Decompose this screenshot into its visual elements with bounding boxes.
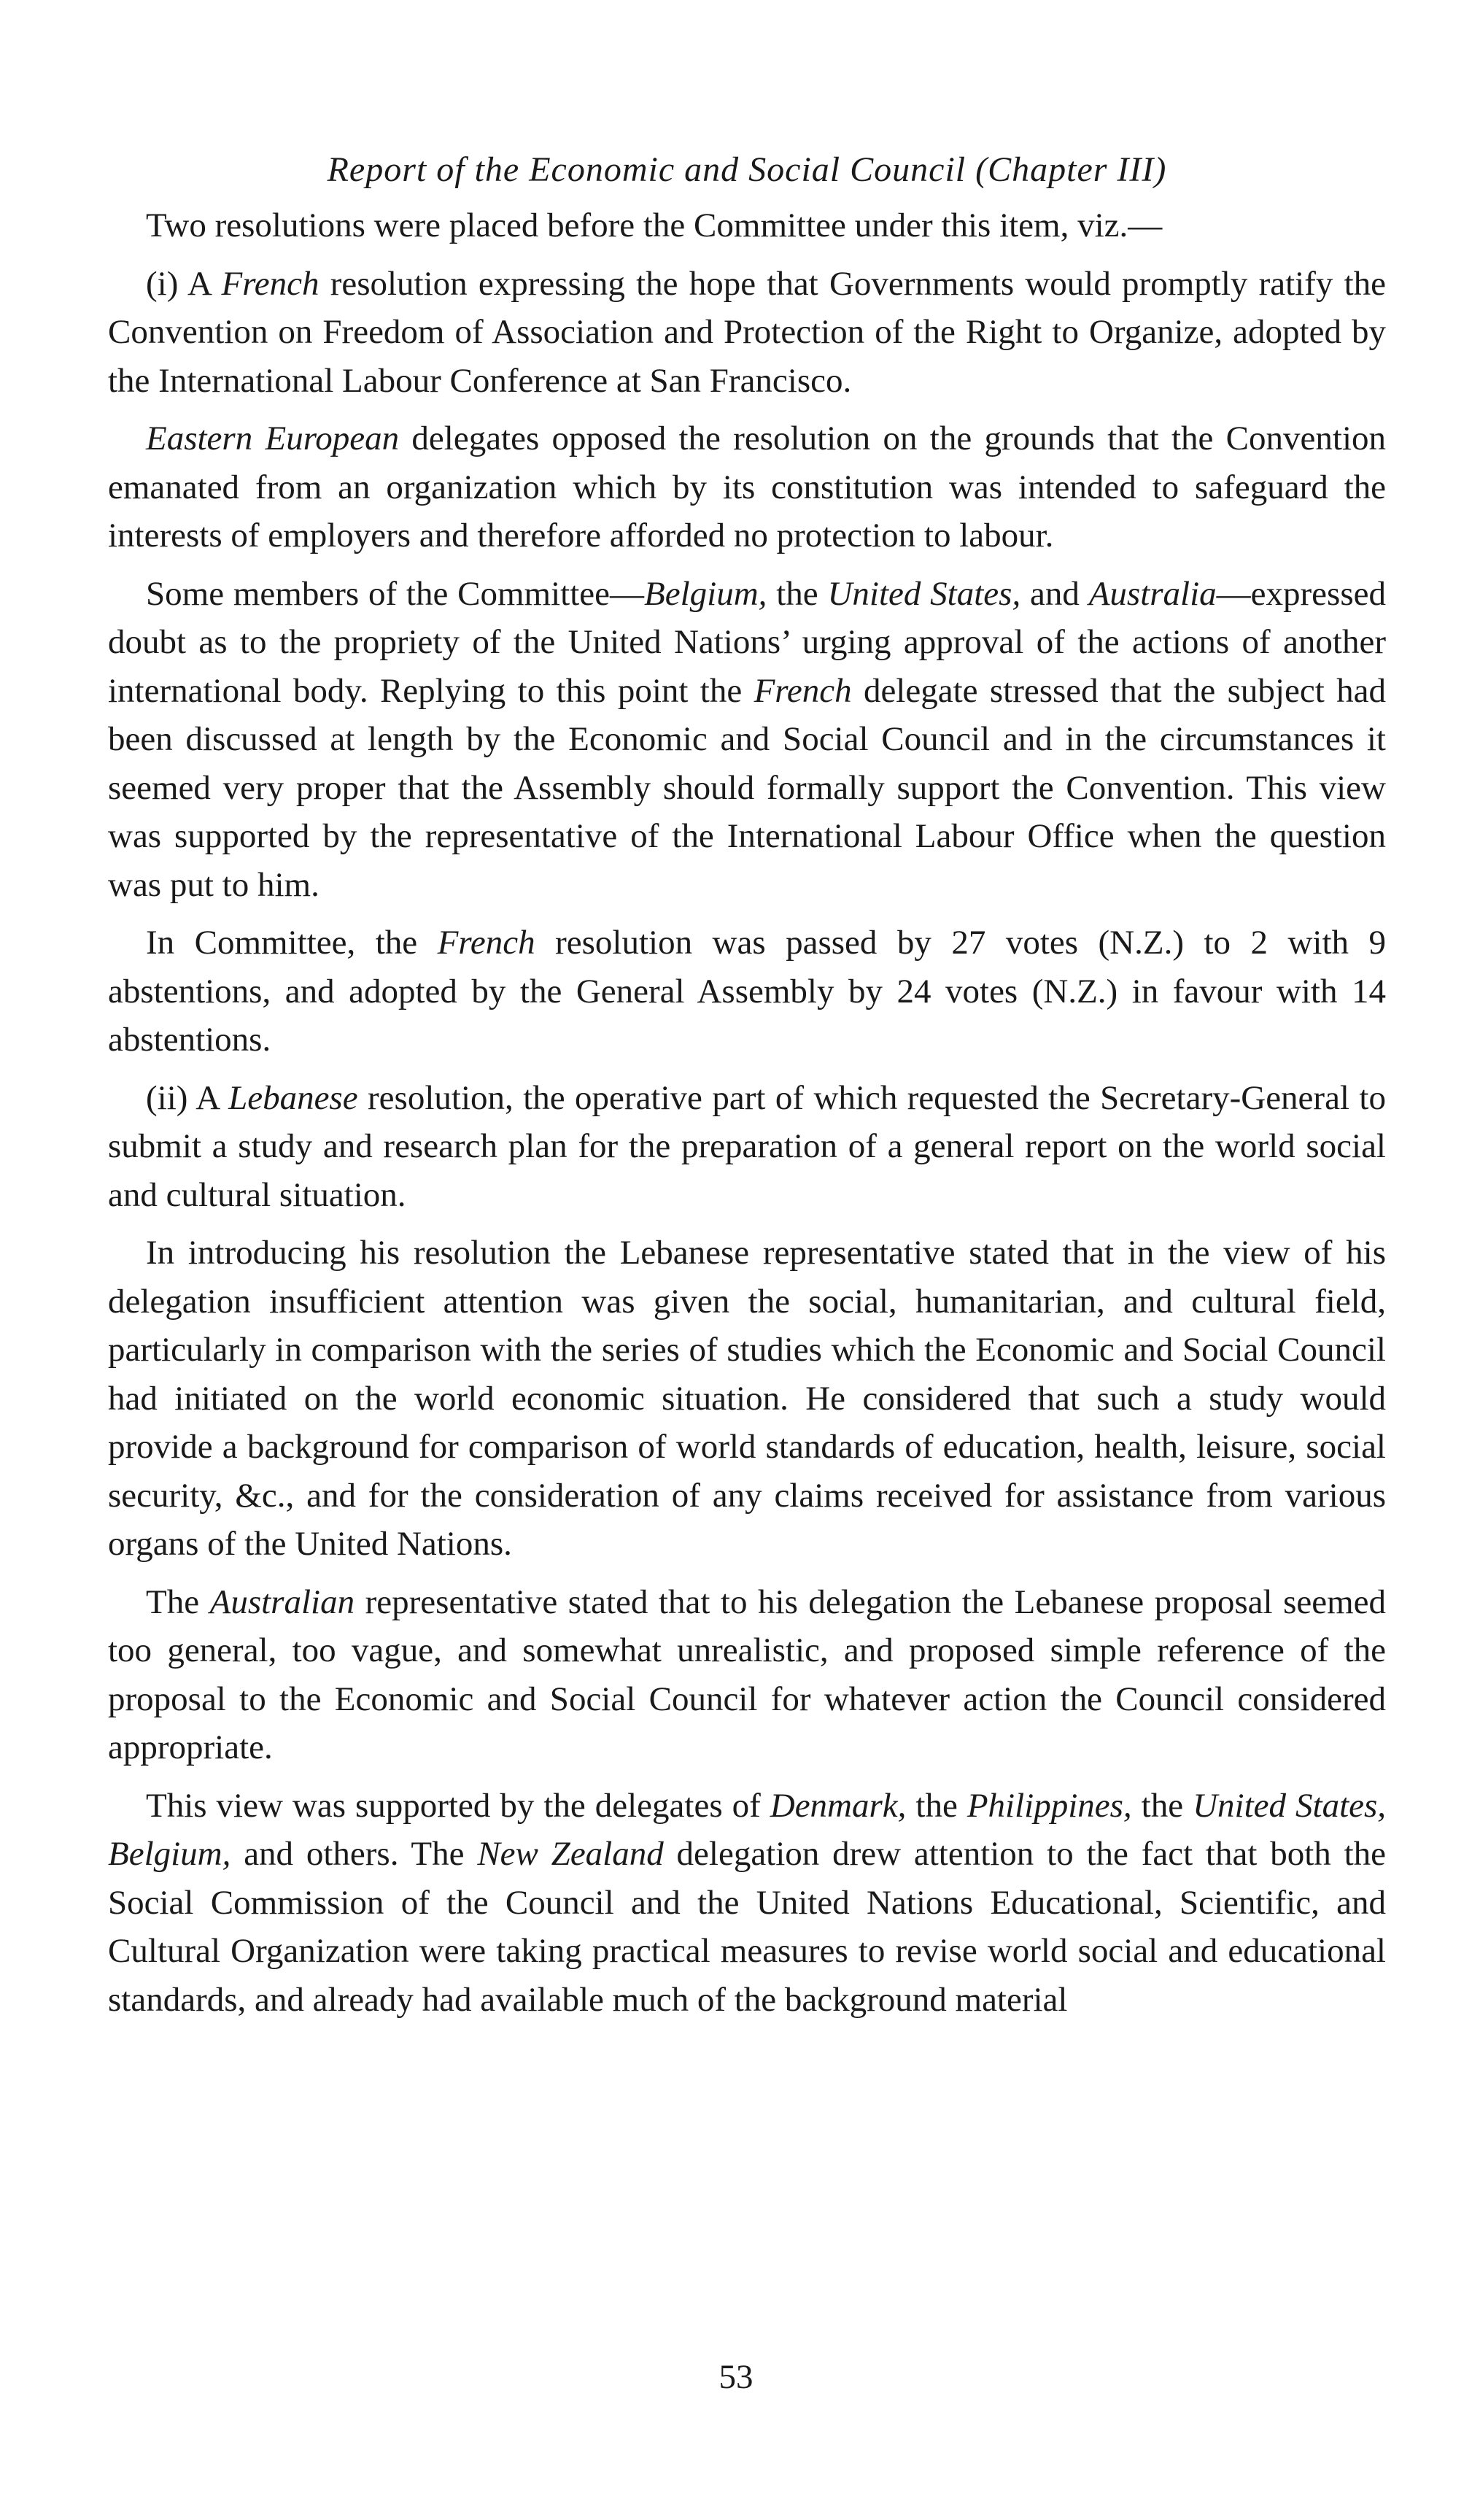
text-run: the xyxy=(906,1786,967,1825)
italic-run: United States, xyxy=(827,574,1021,613)
text-run: (i) A xyxy=(146,264,222,303)
text-run: delegate stressed that the subject had been discussed at length by the Economic and Social Council and in the circumstances it seemed very proper that the Assembly should formally support the Convention. This view was supported by the representative of the International Labour Office when the question was put to him. xyxy=(108,671,1386,904)
italic-run: Lebanese xyxy=(228,1078,358,1117)
text-run: The xyxy=(146,1582,210,1621)
text-run: —expressed doubt as to the propriety of the United Nations’ urging approval of the actions of another international body. Replying to this point the xyxy=(108,574,1386,710)
paragraph xyxy=(108,201,1386,250)
italic-run: French xyxy=(437,924,535,962)
italic-run: New Zealand xyxy=(477,1835,664,1873)
italic-run: Eastern European xyxy=(146,420,400,457)
italic-run: French xyxy=(754,671,852,710)
paragraph xyxy=(108,1782,1386,2025)
text-run: and xyxy=(1020,574,1089,613)
text-run: the xyxy=(1131,1786,1193,1825)
text-run: This view was supported by the delegates of xyxy=(146,1786,770,1825)
text-run: Two resolutions were placed before the Committee under this item, viz.— xyxy=(146,206,1163,244)
page-body xyxy=(108,146,1386,2033)
page-number: 53 xyxy=(718,2358,754,2396)
paragraph xyxy=(108,260,1386,406)
italic-run: French xyxy=(221,264,319,303)
text-run: delegation drew attention to the fact that both the Social Commission of the Council and the United Nations Educational, Scientific, and Cultural Organization were taking practical measures to revise world social and educational standards, and already had available much of the background material xyxy=(108,1835,1386,2019)
text-run: (ii) A xyxy=(146,1078,229,1117)
italic-run: Belgium, xyxy=(644,574,767,613)
text-run: resolution was passed by 27 votes (N.Z.) to 2 with 9 abstentions, and adopted by the General Assembly by 24 votes (N.Z.) in favour with 14 abstentions. xyxy=(108,924,1387,1059)
text-run: delegates opposed the resolution on the grounds that the Convention emanated from an organization which by its constitution was intended to safeguard the interests of employers and therefore afforded no protection to labour. xyxy=(108,420,1387,554)
text-run: resolution, the operative part of which requested the Secretary-General to submit a study and research plan for the preparation of a general report on the world social and cultural situation. xyxy=(108,1078,1386,1214)
text-run: In Committee, the xyxy=(146,924,438,962)
text-run: Some members of the Committee— xyxy=(146,574,645,613)
running-header: Report of the Economic and Social Council (Chapter III) xyxy=(327,150,1167,189)
italic-run: Denmark, xyxy=(770,1786,907,1825)
italic-run: Australia xyxy=(1088,574,1217,613)
italic-run: United States, Belgium, xyxy=(108,1786,1387,1873)
paragraph xyxy=(108,1229,1386,1569)
paragraph xyxy=(108,570,1386,910)
paragraph xyxy=(108,414,1386,560)
paragraph xyxy=(108,919,1386,1064)
paragraph xyxy=(108,1074,1386,1220)
italic-run: Australian xyxy=(209,1582,355,1621)
text-run: In introducing his resolution the Lebanese representative stated that in the view of his delegation insufficient attention was given the social, humanitarian, and cultural field, particularly in comparison with the series of studies which the Economic and Social Council had initiated on the world economic situation. He considered that such a study would provide a background for comparison of world standards of education, health, leisure, social security, &c., and for the consideration of any claims received for assistance from various organs of the United Nations. xyxy=(108,1234,1386,1563)
italic-run: Philippines, xyxy=(967,1786,1132,1825)
text-run: the xyxy=(767,574,828,613)
paragraph xyxy=(108,1578,1386,1772)
text-run: representative stated that to his delegation the Lebanese proposal seemed too general, too vague, and somewhat unrealistic, and proposed simple reference of the proposal to the Economic and Social Council for whatever action the Council considered appropriate. xyxy=(108,1582,1387,1766)
text-run: resolution expressing the hope that Governments would promptly ratify the Convention on Freedom of Association and Protection of the Right to Organize, adopted by the International Labour Conference at San Francisco. xyxy=(108,264,1386,400)
text-run: and others. The xyxy=(231,1835,478,1873)
